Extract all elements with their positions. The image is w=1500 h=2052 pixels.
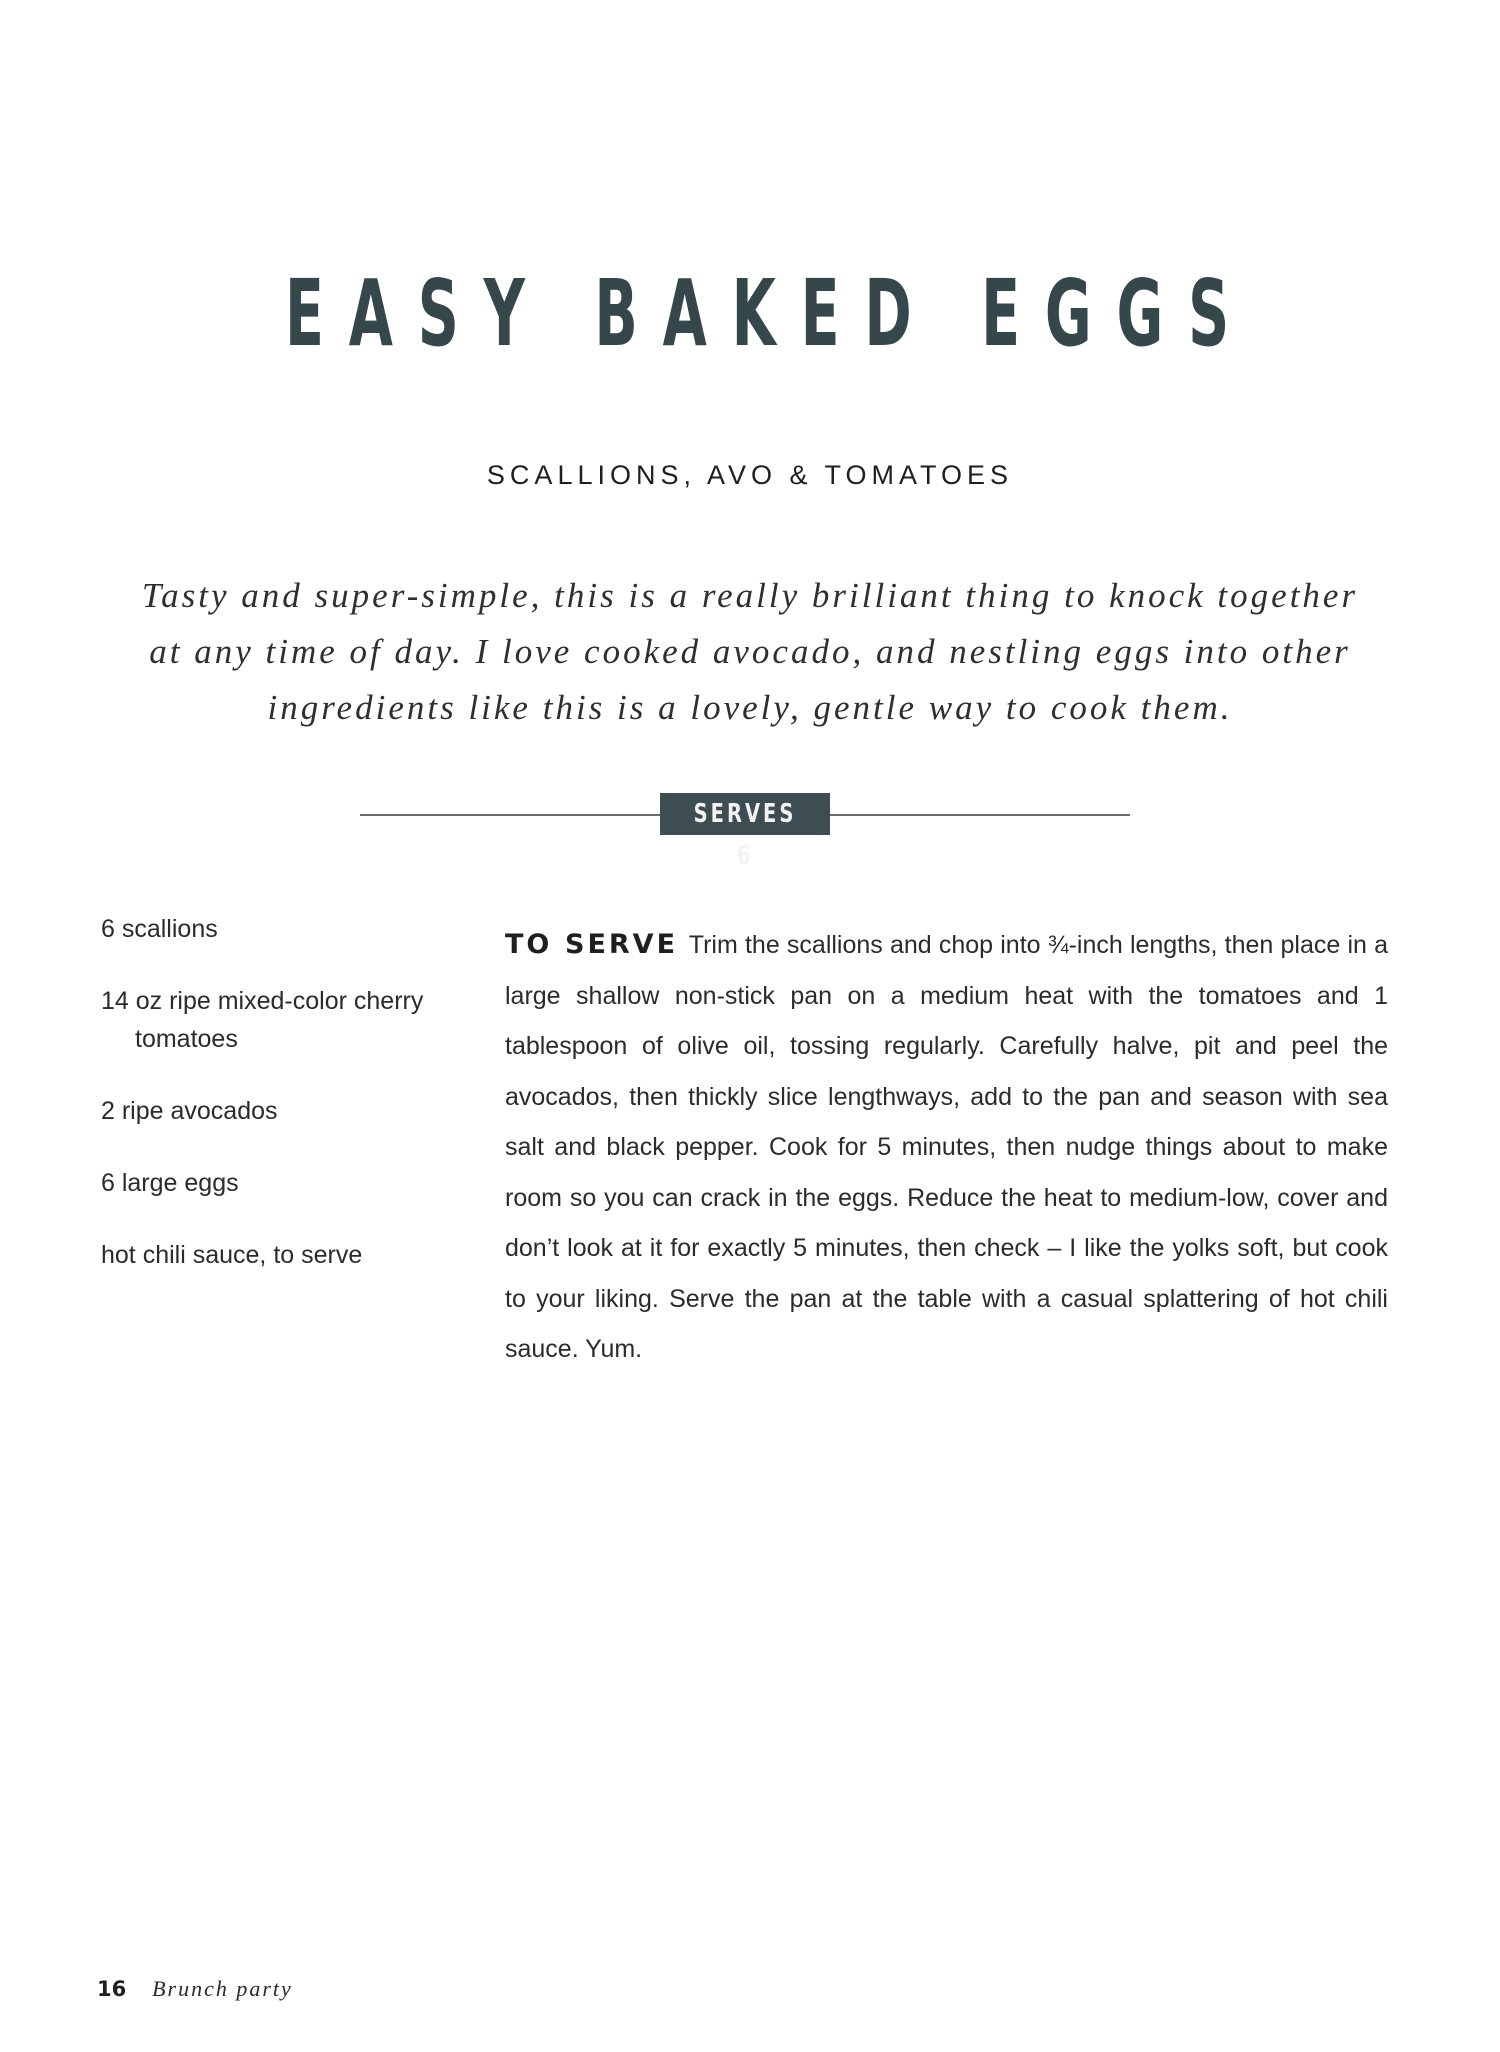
ingredient-list xyxy=(101,910,461,1308)
recipe-title: EASY BAKED EGGS xyxy=(285,260,1255,367)
ingredient-item: 6 large eggs xyxy=(101,1169,239,1197)
serves-badge xyxy=(660,793,830,871)
ingredient-item: 6 scallions xyxy=(101,915,218,943)
recipe-subtitle: SCALLIONS, AVO & TOMATOES xyxy=(486,460,1014,490)
ingredient-item: hot chili sauce, to serve xyxy=(101,1241,363,1269)
method-text: Trim the scallions and chop into ¾-inch lengths, then place in a large shallow non-stick pan on a medium heat with the tomatoes and 1 tablespoon of olive oil, tossing regularly. Carefully halve, pit and peel the avocados, then thickly slice lengthways, add to the pan and season with sea salt and black pepper. Cook for 5 minutes, then nudge things about to make room so you can crack in the eggs. Reduce the heat to medium-low, cover and don’t look at it for exactly 5 minutes, then check – I like the yolks soft, but cook to your liking. Serve the pan at the table with a casual splattering of hot chili sauce. Yum. xyxy=(505,931,1388,1363)
page-footer xyxy=(97,1978,293,2000)
method-label: TO SERVE xyxy=(505,929,679,960)
page-number: 16 xyxy=(97,1977,127,2001)
method-paragraph xyxy=(505,920,1388,1375)
ingredient-item: 14 oz ripe mixed-color cherry tomatoes xyxy=(101,987,424,1053)
ingredient-item: 2 ripe avocados xyxy=(101,1097,278,1125)
serves-rule-right xyxy=(830,814,1130,816)
section-name: Brunch party xyxy=(152,1976,293,2001)
serves-label: SERVES 6 xyxy=(693,799,797,871)
recipe-intro: Tasty and super-simple, this is a really brilliant thing to knock together at any time of day. I love cooked avocado, and nestling eggs into other ingredients like this is a lovely, gentle way to cook them. xyxy=(141,576,1359,727)
serves-rule-left xyxy=(360,814,660,816)
